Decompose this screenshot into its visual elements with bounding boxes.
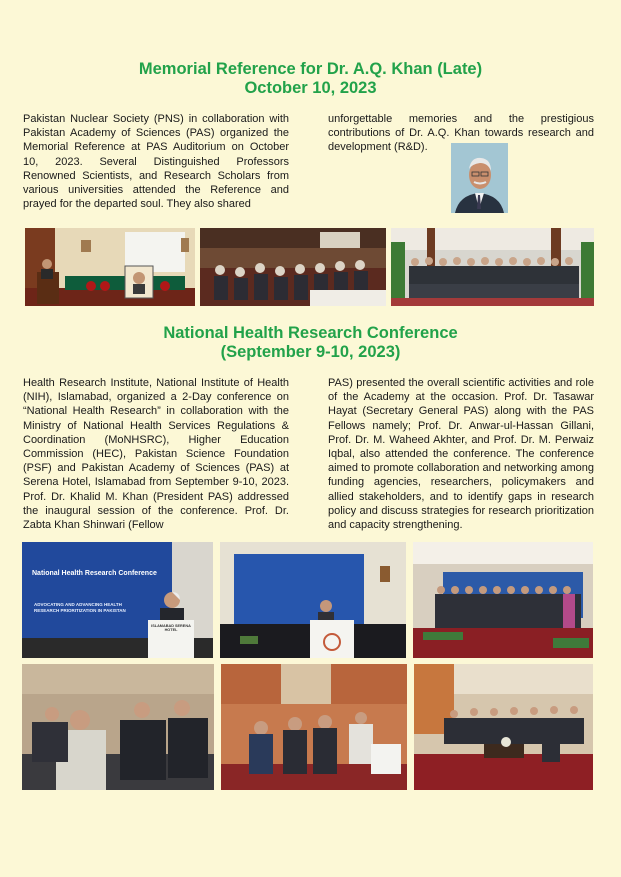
conference-photo-group [413, 542, 593, 658]
conference-photo-hall [414, 664, 593, 790]
banner-title: National Health Research Conference [32, 570, 157, 577]
section1-text-col1: Pakistan Nuclear Society (PNS) in collaboration with Pakistan Academy of Sciences (PAS) organized the Memorial Reference at PAS Auditorium on October 10, 2023. Several Distinguished Professors Renowned Scientists, and Research Scholars from various universities attended the Reference and prayed for the departed soul. They also shared [23, 113, 289, 211]
section2-text-col1: Health Research Institute, National Institute of Health (NIH), Islamabad, organized a 2-Day conference on “National Health Research” in collaboration with the Ministry of National Health Services Regulations & Coordination (MoNHSRC), Higher Education Commission (HEC), Pakistan Science Foundation (PSF) and Pakistan Academy of Sciences (PAS) at Serena Hotel, Islamabad from September 9-10, 2023. Prof. Dr. Khalid M. Khan (President PAS) addressed the inaugural session of the conference. Prof. Dr. Zabta Khan Shinwari (Fellow [23, 377, 289, 532]
conference-photo-speaker [22, 542, 213, 658]
portrait-photo [451, 143, 508, 213]
section1-text-col2: unforgettable memories and the prestigious contributions of Dr. A.Q. Khan towards research and development (R&D). [328, 113, 594, 154]
podium-label: ISLAMABAD SERENA HOTEL [151, 624, 191, 632]
section2-title-line1: National Health Research Conference [163, 324, 458, 342]
memorial-photo-group [391, 228, 594, 306]
section1-title-line1: Memorial Reference for Dr. A.Q. Khan (Late) [138, 60, 483, 78]
section2-text-col2: PAS) presented the overall scientific activities and role of the Academy at the occasion. Prof. Dr. Tasawar Hayat (Secretary General PAS) along with the PAS Fellows namely; Prof. Dr. Anwar-ul-Hassan Gillani, Prof. Dr. M. Waheed Akhter, and Prof. Dr. M. Perwaiz Iqbal, also attended the conference. The conference aimed to promote collaboration and networking among funding agencies, researchers, policymakers and allied stakeholders, and to identify gaps in research policy and discuss strategies for research prioritization and capacity strengthening. [328, 377, 594, 532]
section1-title-line2: October 10, 2023 [244, 79, 377, 97]
conference-photo-front-row [22, 664, 214, 790]
conference-photo-attendees [221, 664, 407, 790]
conference-photo-presenter [220, 542, 406, 658]
memorial-photo-podium [25, 228, 195, 306]
memorial-photo-audience [200, 228, 386, 306]
banner-subtitle: ADVOCATING AND ADVANCING HEALTH RESEARCH PRIORITIZATION IN PAKISTAN [34, 602, 126, 613]
section2-title-line2: (September 9-10, 2023) [220, 343, 401, 361]
